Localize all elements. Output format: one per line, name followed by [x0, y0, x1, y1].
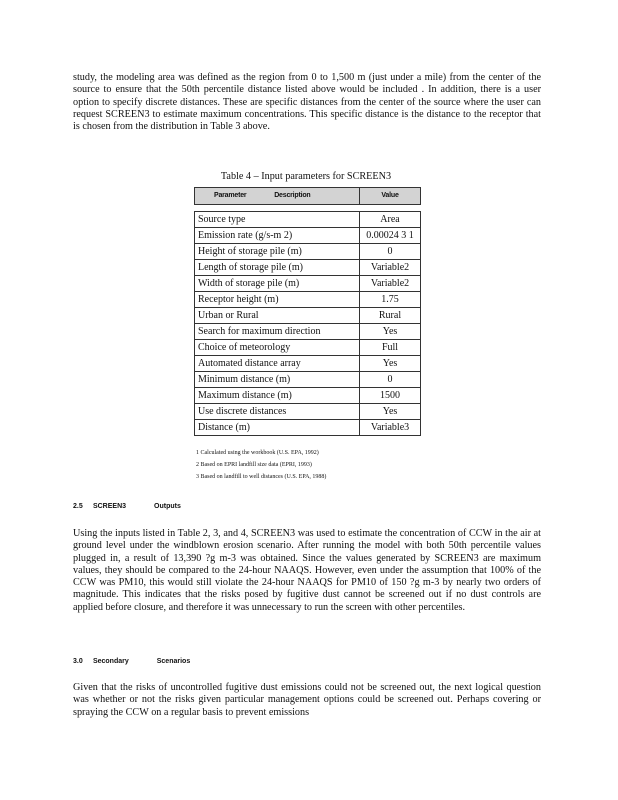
parameter-description: Urban or Rural — [195, 308, 360, 324]
parameter-value: Area — [360, 212, 421, 228]
parameter-value: Full — [360, 340, 421, 356]
table-header-value: Value — [360, 188, 421, 205]
table-row — [195, 308, 421, 324]
parameter-description: Emission rate (g/s-m 2) — [195, 228, 360, 244]
table-caption: Table 4 – Input parameters for SCREEN3 — [220, 171, 392, 182]
parameter-value: Rural — [360, 308, 421, 324]
parameter-value: Yes — [360, 404, 421, 420]
section-title: SCREEN3 — [92, 503, 127, 510]
table-header-parameter-description — [195, 188, 360, 205]
table-row — [195, 420, 421, 436]
table-row — [195, 404, 421, 420]
section-title-2: Scenarios — [156, 658, 191, 665]
parameter-description: Receptor height (m) — [195, 292, 360, 308]
parameter-description: Width of storage pile (m) — [195, 276, 360, 292]
table-row — [195, 340, 421, 356]
parameter-value: Variable3 — [360, 420, 421, 436]
parameter-description: Length of storage pile (m) — [195, 260, 360, 276]
footnote-1: 1 Calculated using the workbook (U.S. EPA, 1992) — [196, 450, 319, 456]
parameter-value: 0.00024 3 1 — [360, 228, 421, 244]
parameter-description: Automated distance array — [195, 356, 360, 372]
section-title-2: Outputs — [154, 503, 181, 510]
table-row — [195, 388, 421, 404]
table-row — [195, 372, 421, 388]
parameter-description: Use discrete distances — [195, 404, 360, 420]
parameter-description: Source type — [195, 212, 360, 228]
parameter-description: Distance (m) — [195, 420, 360, 436]
parameter-value: 1.75 — [360, 292, 421, 308]
table-row — [195, 260, 421, 276]
section-heading-3-0 — [73, 658, 190, 665]
input-parameters-table — [194, 187, 421, 436]
body-paragraph-results: Using the inputs listed in Table 2, 3, and 4, SCREEN3 was used to estimate the concentration of CCW in the air at ground level under the windblown erosion scenario. After running the model with both 50th percentile values plugged in, a result of 13,390 ?g m-3 was obtained. Since the values generated by SCREEN3 are maximum values, they should be compared to the 24-hour NAAQS. However, even under the assumption that 100% of the CCW was PM10, this would still violate the 24-hour NAAQS for PM10 of 150 ?g m-3 by nearly two orders of magnitude. This indicates that the risks posed by fugitive dust cannot be screened out if no dust controls are applied before closure, and therefore it was unnecessary to run the screen with other percentiles. — [73, 528, 541, 613]
header-description: Description — [274, 192, 311, 199]
table-row — [195, 292, 421, 308]
parameter-description: Maximum distance (m) — [195, 388, 360, 404]
parameter-description: Choice of meteorology — [195, 340, 360, 356]
table-row — [195, 356, 421, 372]
footnote-3: 3 Based on landfill to well distances (U.S. EPA, 1988) — [196, 474, 327, 480]
section-heading-2-5 — [73, 503, 181, 510]
table-row — [195, 276, 421, 292]
parameter-description: Search for maximum direction — [195, 324, 360, 340]
parameter-value: Yes — [360, 324, 421, 340]
table-footnotes — [196, 447, 456, 483]
body-paragraph-secondary: Given that the risks of uncontrolled fugitive dust emissions could not be screened out, the next logical question was whether or not the risks given particular management options could be screened out. Perhaps covering or spraying the CCW on a regular basis to prevent emissions — [73, 682, 541, 718]
table-row — [195, 212, 421, 228]
section-title: Secondary — [92, 658, 129, 665]
table-row — [195, 324, 421, 340]
parameter-value: Variable2 — [360, 276, 421, 292]
table-row — [195, 228, 421, 244]
parameter-value: Yes — [360, 356, 421, 372]
table-row — [195, 244, 421, 260]
section-number: 3.0 — [73, 658, 83, 665]
parameter-description: Height of storage pile (m) — [195, 244, 360, 260]
parameter-value: Variable2 — [360, 260, 421, 276]
parameter-value: 0 — [360, 372, 421, 388]
footnote-2: 2 Based on EPRI landfill size data (EPRI, 1993) — [196, 462, 312, 468]
header-parameter: Parameter — [214, 192, 247, 199]
body-paragraph-modeling-area: study, the modeling area was defined as the region from 0 to 1,500 m (just under a mile) from the center of the source to ensure that the 50th percentile distance listed above would be included . In addition, there is a user option to specify discrete distances. These are specific distances from the center of the source where the user can request SCREEN3 to estimate maximum concentrations. This specific distance is the distance to the receptor that is chosen from the distribution in Table 3 above. — [73, 72, 541, 133]
parameter-description: Minimum distance (m) — [195, 372, 360, 388]
parameter-value: 0 — [360, 244, 421, 260]
section-number: 2.5 — [73, 503, 83, 510]
parameter-value: 1500 — [360, 388, 421, 404]
